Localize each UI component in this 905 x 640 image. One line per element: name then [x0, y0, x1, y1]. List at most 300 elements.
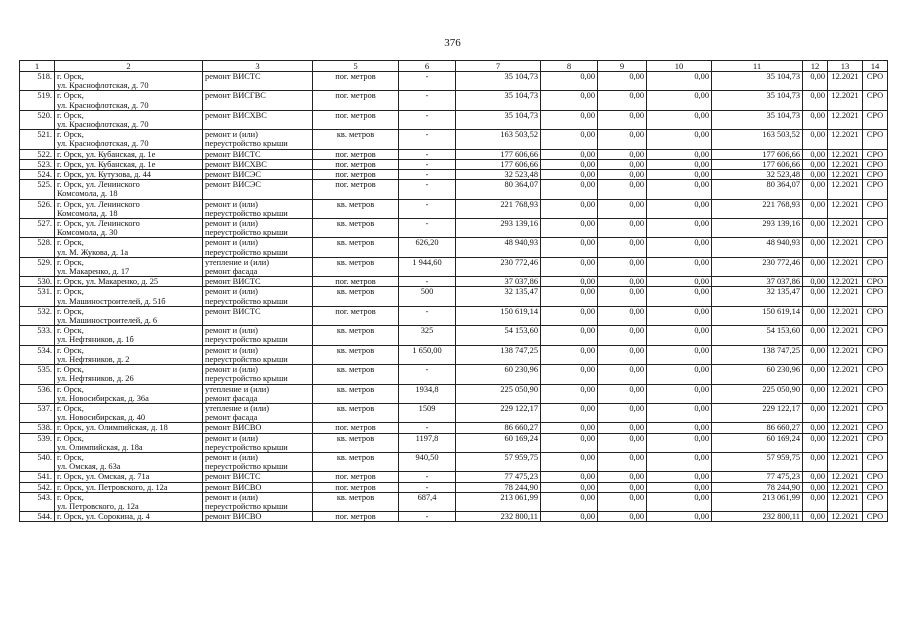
cost-cell: 0,00: [647, 433, 712, 452]
work-type-line: ремонт ВИСЭС: [205, 170, 261, 180]
cost-cell: 0,00: [647, 110, 712, 129]
work-type-line: ремонт и (или): [205, 326, 258, 336]
specific-cost-cell: 0,00: [803, 492, 828, 511]
work-type-cell: [203, 472, 313, 482]
row-number-cell: 526.: [20, 199, 55, 218]
address-cell: [55, 180, 203, 199]
completion-date-cell: 12.2021: [828, 306, 863, 325]
cost-cell: 0,00: [541, 219, 598, 238]
address-line: г. Орск, ул. Омская, д. 71а: [57, 472, 150, 482]
quantity-cell: -: [399, 91, 456, 110]
specific-cost-cell: 0,00: [803, 257, 828, 276]
work-type-cell: [203, 345, 313, 364]
work-type-line: ремонт и (или): [205, 199, 258, 209]
quantity-cell: 940,50: [399, 452, 456, 471]
address-line: г. Орск, ул. Ленинского: [57, 180, 140, 190]
column-number-cell: 14: [863, 61, 888, 72]
completion-date-cell: 12.2021: [828, 149, 863, 159]
cost-cell: 0,00: [541, 326, 598, 345]
cost-cell: 0,00: [598, 91, 647, 110]
row-number-cell: 524.: [20, 170, 55, 180]
row-number-cell: 539.: [20, 433, 55, 452]
unit-cell: кв. метров: [313, 326, 399, 345]
fund-method-cell: СРО: [863, 130, 888, 149]
work-type-cell: [203, 492, 313, 511]
cost-cell: 0,00: [541, 91, 598, 110]
fund-method-cell: СРО: [863, 452, 888, 471]
work-type-cell: [203, 219, 313, 238]
address-line: ул. Новосибирская, д. 36а: [57, 393, 149, 403]
cost-cell: 0,00: [647, 277, 712, 287]
unit-cell: кв. метров: [313, 238, 399, 257]
unit-cell: кв. метров: [313, 199, 399, 218]
address-line: ул. Машиностроителей, д. 51б: [57, 296, 166, 306]
row-number-cell: 534.: [20, 345, 55, 364]
cost-cell: 0,00: [647, 180, 712, 199]
address-cell: [55, 219, 203, 238]
address-cell: [55, 452, 203, 471]
work-type-line: переустройство крыши: [205, 335, 288, 345]
owner-funds-cell: 163 503,52: [712, 130, 803, 149]
address-cell: [55, 403, 203, 422]
address-line: г. Орск, ул. Ленинского: [57, 199, 140, 209]
quantity-cell: -: [399, 159, 456, 169]
work-type-cell: [203, 170, 313, 180]
work-type-line: ремонт ВИСХВС: [205, 110, 267, 120]
work-type-line: ремонт и (или): [205, 492, 258, 502]
work-type-line: ремонт ВИСВО: [205, 512, 262, 522]
unit-cell: пог. метров: [313, 72, 399, 91]
specific-cost-cell: 0,00: [803, 219, 828, 238]
address-cell: [55, 130, 203, 149]
cost-cell: 0,00: [647, 472, 712, 482]
owner-funds-cell: 177 606,66: [712, 149, 803, 159]
row-number-cell: 537.: [20, 403, 55, 422]
unit-cell: кв. метров: [313, 365, 399, 384]
owner-funds-cell: 32 135,47: [712, 287, 803, 306]
unit-cell: кв. метров: [313, 492, 399, 511]
total-cost-cell: 35 104,73: [456, 72, 541, 91]
owner-funds-cell: 35 104,73: [712, 91, 803, 110]
cost-cell: 0,00: [647, 199, 712, 218]
owner-funds-cell: 54 153,60: [712, 326, 803, 345]
address-line: г. Орск,: [57, 433, 84, 443]
unit-cell: кв. метров: [313, 257, 399, 276]
quantity-cell: -: [399, 199, 456, 218]
work-type-cell: [203, 72, 313, 91]
completion-date-cell: 12.2021: [828, 492, 863, 511]
cost-cell: 0,00: [541, 287, 598, 306]
total-cost-cell: 232 800,11: [456, 512, 541, 522]
unit-cell: пог. метров: [313, 306, 399, 325]
table-row: [20, 110, 888, 129]
specific-cost-cell: 0,00: [803, 512, 828, 522]
completion-date-cell: 12.2021: [828, 403, 863, 422]
completion-date-cell: 12.2021: [828, 159, 863, 169]
cost-cell: 0,00: [541, 257, 598, 276]
table-row: [20, 287, 888, 306]
address-line: г. Орск,: [57, 403, 84, 413]
cost-cell: 0,00: [541, 433, 598, 452]
specific-cost-cell: 0,00: [803, 326, 828, 345]
quantity-cell: -: [399, 512, 456, 522]
specific-cost-cell: 0,00: [803, 403, 828, 422]
row-number-cell: 536.: [20, 384, 55, 403]
column-number-cell: 12: [803, 61, 828, 72]
cost-cell: 0,00: [541, 110, 598, 129]
table-row: [20, 170, 888, 180]
work-type-line: ремонт и (или): [205, 219, 258, 229]
address-line: г. Орск, ул. Макаренко, д. 25: [57, 277, 159, 287]
completion-date-cell: 12.2021: [828, 433, 863, 452]
completion-date-cell: 12.2021: [828, 384, 863, 403]
address-line: г. Орск,: [57, 452, 84, 462]
address-line: г. Орск, ул. Петровского, д. 12а: [57, 482, 168, 492]
cost-cell: 0,00: [541, 199, 598, 218]
cost-cell: 0,00: [647, 482, 712, 492]
total-cost-cell: 293 139,16: [456, 219, 541, 238]
fund-method-cell: СРО: [863, 472, 888, 482]
total-cost-cell: 221 768,93: [456, 199, 541, 218]
cost-cell: 0,00: [647, 365, 712, 384]
work-type-line: утепление и (или): [205, 403, 270, 413]
cost-cell: 0,00: [541, 482, 598, 492]
total-cost-cell: 177 606,66: [456, 149, 541, 159]
work-type-line: ремонт и (или): [205, 433, 258, 443]
total-cost-cell: 225 050,90: [456, 384, 541, 403]
work-type-cell: [203, 365, 313, 384]
fund-method-cell: СРО: [863, 365, 888, 384]
cost-cell: 0,00: [647, 159, 712, 169]
fund-method-cell: СРО: [863, 91, 888, 110]
work-type-line: переустройство крыши: [205, 354, 288, 364]
cost-cell: 0,00: [647, 91, 712, 110]
table-row: [20, 345, 888, 364]
total-cost-cell: 150 619,14: [456, 306, 541, 325]
work-type-line: переустройство крыши: [205, 296, 288, 306]
completion-date-cell: 12.2021: [828, 170, 863, 180]
table-row: [20, 472, 888, 482]
total-cost-cell: 177 606,66: [456, 159, 541, 169]
cost-cell: 0,00: [541, 403, 598, 422]
column-number-cell: 11: [712, 61, 803, 72]
total-cost-cell: 86 660,27: [456, 423, 541, 433]
cost-cell: 0,00: [541, 238, 598, 257]
column-number-cell: 5: [313, 61, 399, 72]
owner-funds-cell: 60 230,96: [712, 365, 803, 384]
specific-cost-cell: 0,00: [803, 365, 828, 384]
cost-cell: 0,00: [598, 403, 647, 422]
table-row: [20, 452, 888, 471]
row-number-cell: 528.: [20, 238, 55, 257]
address-line: ул. Нефтяников, д. 26: [57, 374, 134, 384]
fund-method-cell: СРО: [863, 72, 888, 91]
total-cost-cell: 138 747,25: [456, 345, 541, 364]
address-line: г. Орск,: [57, 345, 84, 355]
work-type-line: ремонт ВИСТС: [205, 72, 261, 81]
fund-method-cell: СРО: [863, 512, 888, 522]
work-type-line: ремонт и (или): [205, 452, 258, 462]
fund-method-cell: СРО: [863, 403, 888, 422]
table-row: [20, 326, 888, 345]
unit-cell: пог. метров: [313, 149, 399, 159]
address-line: г. Орск,: [57, 257, 84, 267]
cost-cell: 0,00: [541, 472, 598, 482]
completion-date-cell: 12.2021: [828, 423, 863, 433]
work-type-cell: [203, 199, 313, 218]
fund-method-cell: СРО: [863, 277, 888, 287]
cost-cell: 0,00: [647, 257, 712, 276]
unit-cell: кв. метров: [313, 403, 399, 422]
unit-cell: пог. метров: [313, 277, 399, 287]
completion-date-cell: 12.2021: [828, 72, 863, 91]
table-row: [20, 384, 888, 403]
fund-method-cell: СРО: [863, 159, 888, 169]
work-type-line: переустройство крыши: [205, 139, 288, 149]
address-cell: [55, 482, 203, 492]
cost-cell: 0,00: [647, 512, 712, 522]
cost-cell: 0,00: [647, 149, 712, 159]
cost-cell: 0,00: [647, 238, 712, 257]
total-cost-cell: 80 364,07: [456, 180, 541, 199]
specific-cost-cell: 0,00: [803, 199, 828, 218]
cost-cell: 0,00: [541, 452, 598, 471]
table-row: [20, 306, 888, 325]
address-line: г. Орск, ул. Кубанская, д. 1е: [57, 149, 156, 159]
work-type-line: ремонт и (или): [205, 130, 258, 140]
cost-cell: 0,00: [598, 257, 647, 276]
fund-method-cell: СРО: [863, 384, 888, 403]
work-type-line: ремонт ВИСГВС: [205, 91, 266, 101]
work-type-line: переустройство крыши: [205, 462, 288, 472]
table-row: [20, 180, 888, 199]
cost-cell: 0,00: [598, 149, 647, 159]
owner-funds-cell: 293 139,16: [712, 219, 803, 238]
address-cell: [55, 287, 203, 306]
work-type-line: ремонт ВИСХВС: [205, 159, 267, 169]
work-type-cell: [203, 452, 313, 471]
unit-cell: пог. метров: [313, 472, 399, 482]
cost-cell: 0,00: [598, 433, 647, 452]
table-row: [20, 365, 888, 384]
specific-cost-cell: 0,00: [803, 149, 828, 159]
completion-date-cell: 12.2021: [828, 365, 863, 384]
total-cost-cell: 32 523,48: [456, 170, 541, 180]
specific-cost-cell: 0,00: [803, 91, 828, 110]
quantity-cell: -: [399, 130, 456, 149]
cost-cell: 0,00: [647, 287, 712, 306]
address-cell: [55, 238, 203, 257]
work-type-line: переустройство крыши: [205, 442, 288, 452]
cost-cell: 0,00: [598, 365, 647, 384]
completion-date-cell: 12.2021: [828, 130, 863, 149]
quantity-cell: -: [399, 482, 456, 492]
specific-cost-cell: 0,00: [803, 423, 828, 433]
address-line: ул. Краснофлотская, д. 70: [57, 120, 149, 130]
address-line: ул. М. Жукова, д. 1а: [57, 247, 129, 257]
address-line: г. Орск,: [57, 130, 84, 140]
address-cell: [55, 306, 203, 325]
work-type-line: утепление и (или): [205, 384, 270, 394]
address-line: г. Орск, ул. Олимпийская, д. 18: [57, 423, 168, 433]
work-type-line: ремонт ВИСВО: [205, 423, 262, 433]
specific-cost-cell: 0,00: [803, 159, 828, 169]
page-number: 376: [444, 37, 461, 49]
unit-cell: пог. метров: [313, 512, 399, 522]
quantity-cell: -: [399, 365, 456, 384]
fund-method-cell: СРО: [863, 149, 888, 159]
fund-method-cell: СРО: [863, 492, 888, 511]
owner-funds-cell: 35 104,73: [712, 72, 803, 91]
capital-repair-table: [19, 60, 888, 522]
column-number-cell: 8: [541, 61, 598, 72]
address-cell: [55, 277, 203, 287]
total-cost-cell: 35 104,73: [456, 91, 541, 110]
completion-date-cell: 12.2021: [828, 472, 863, 482]
address-line: г. Орск, ул. Кутузова, д. 44: [57, 170, 151, 180]
work-type-line: ремонт ВИСВО: [205, 482, 262, 492]
total-cost-cell: 32 135,47: [456, 287, 541, 306]
address-cell: [55, 512, 203, 522]
cost-cell: 0,00: [598, 199, 647, 218]
table-row: [20, 199, 888, 218]
address-line: г. Орск,: [57, 326, 84, 336]
work-type-cell: [203, 287, 313, 306]
completion-date-cell: 12.2021: [828, 91, 863, 110]
work-type-line: ремонт фасада: [205, 393, 258, 403]
quantity-cell: 500: [399, 287, 456, 306]
total-cost-cell: 57 959,75: [456, 452, 541, 471]
owner-funds-cell: 80 364,07: [712, 180, 803, 199]
address-line: ул. Нефтяников, д. 2: [57, 354, 130, 364]
cost-cell: 0,00: [598, 482, 647, 492]
owner-funds-cell: 177 606,66: [712, 159, 803, 169]
cost-cell: 0,00: [598, 423, 647, 433]
address-cell: [55, 365, 203, 384]
fund-method-cell: СРО: [863, 257, 888, 276]
total-cost-cell: 163 503,52: [456, 130, 541, 149]
address-line: Комсомола, д. 30: [57, 228, 118, 238]
quantity-cell: -: [399, 180, 456, 199]
cost-cell: 0,00: [541, 306, 598, 325]
cost-cell: 0,00: [541, 149, 598, 159]
work-type-line: переустройство крыши: [205, 247, 288, 257]
total-cost-cell: 60 169,24: [456, 433, 541, 452]
table-row: [20, 277, 888, 287]
table-row: [20, 482, 888, 492]
owner-funds-cell: 230 772,46: [712, 257, 803, 276]
address-line: ул. Олимпийская, д. 18а: [57, 442, 143, 452]
work-type-cell: [203, 91, 313, 110]
row-number-cell: 519.: [20, 91, 55, 110]
fund-method-cell: СРО: [863, 199, 888, 218]
work-type-line: ремонт фасада: [205, 413, 258, 423]
total-cost-cell: 77 475,23: [456, 472, 541, 482]
owner-funds-cell: 78 244,90: [712, 482, 803, 492]
cost-cell: 0,00: [598, 287, 647, 306]
completion-date-cell: 12.2021: [828, 482, 863, 492]
address-line: ул. Новосибирская, д. 40: [57, 413, 146, 423]
column-number-cell: 13: [828, 61, 863, 72]
column-number-cell: 2: [55, 61, 203, 72]
work-type-line: ремонт ВИСТС: [205, 277, 261, 287]
column-number-cell: 1: [20, 61, 55, 72]
address-line: ул. Краснофлотская, д. 70: [57, 100, 149, 110]
work-type-cell: [203, 277, 313, 287]
cost-cell: 0,00: [541, 170, 598, 180]
total-cost-cell: 37 037,86: [456, 277, 541, 287]
address-line: Комсомола, д. 18: [57, 208, 118, 218]
work-type-cell: [203, 482, 313, 492]
cost-cell: 0,00: [541, 512, 598, 522]
work-type-line: ремонт ВИСТС: [205, 472, 261, 482]
owner-funds-cell: 138 747,25: [712, 345, 803, 364]
cost-cell: 0,00: [647, 170, 712, 180]
completion-date-cell: 12.2021: [828, 452, 863, 471]
address-line: г. Орск,: [57, 287, 84, 297]
work-type-cell: [203, 149, 313, 159]
cost-cell: 0,00: [647, 306, 712, 325]
row-number-cell: 530.: [20, 277, 55, 287]
address-line: ул. Петровского, д. 12а: [57, 501, 139, 511]
completion-date-cell: 12.2021: [828, 238, 863, 257]
cost-cell: 0,00: [647, 219, 712, 238]
address-line: ул. Краснофлотская, д. 70: [57, 139, 149, 149]
work-type-cell: [203, 433, 313, 452]
cost-cell: 0,00: [647, 72, 712, 91]
work-type-line: ремонт и (или): [205, 345, 258, 355]
cost-cell: 0,00: [598, 512, 647, 522]
row-number-cell: 541.: [20, 472, 55, 482]
cost-cell: 0,00: [598, 452, 647, 471]
quantity-cell: -: [399, 306, 456, 325]
fund-method-cell: СРО: [863, 238, 888, 257]
unit-cell: кв. метров: [313, 452, 399, 471]
row-number-cell: 529.: [20, 257, 55, 276]
cost-cell: 0,00: [598, 72, 647, 91]
cost-cell: 0,00: [598, 219, 647, 238]
work-type-cell: [203, 512, 313, 522]
row-number-cell: 521.: [20, 130, 55, 149]
owner-funds-cell: 48 940,93: [712, 238, 803, 257]
specific-cost-cell: 0,00: [803, 72, 828, 91]
completion-date-cell: 12.2021: [828, 219, 863, 238]
unit-cell: кв. метров: [313, 219, 399, 238]
fund-method-cell: СРО: [863, 287, 888, 306]
address-cell: [55, 433, 203, 452]
unit-cell: пог. метров: [313, 159, 399, 169]
owner-funds-cell: 37 037,86: [712, 277, 803, 287]
work-type-cell: [203, 403, 313, 422]
total-cost-cell: 35 104,73: [456, 110, 541, 129]
cost-cell: 0,00: [541, 384, 598, 403]
work-type-cell: [203, 180, 313, 199]
owner-funds-cell: 77 475,23: [712, 472, 803, 482]
column-number-cell: 10: [647, 61, 712, 72]
table-row: [20, 149, 888, 159]
fund-method-cell: СРО: [863, 110, 888, 129]
work-type-line: утепление и (или): [205, 257, 270, 267]
cost-cell: 0,00: [598, 306, 647, 325]
row-number-cell: 520.: [20, 110, 55, 129]
fund-method-cell: СРО: [863, 433, 888, 452]
fund-method-cell: СРО: [863, 170, 888, 180]
specific-cost-cell: 0,00: [803, 238, 828, 257]
address-cell: [55, 149, 203, 159]
quantity-cell: -: [399, 423, 456, 433]
column-number-cell: 3: [203, 61, 313, 72]
table-row: [20, 257, 888, 276]
